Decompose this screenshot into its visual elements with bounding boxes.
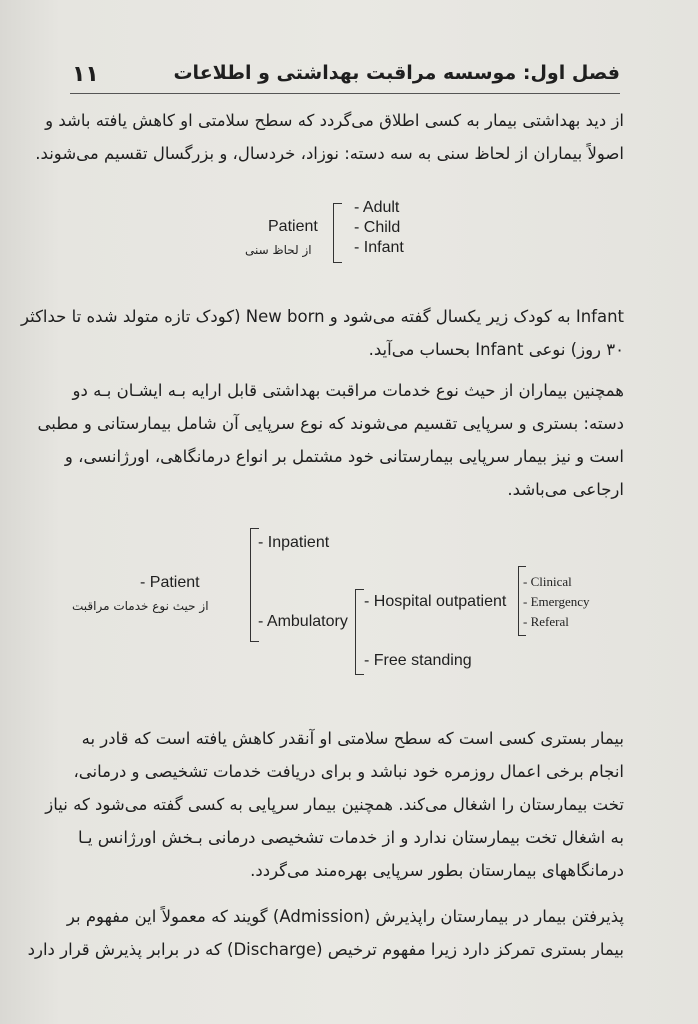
diagram-bracket-level2: [355, 589, 364, 675]
diagram-item-child: - Child: [354, 219, 401, 236]
diagram-item-hospital-outpatient: - Hospital outpatient: [364, 593, 507, 610]
text-line: بیمار بستری تمرکز دارد زیرا مفهوم ترخیص (Discharge) که در برابر پذیرش قرار دارد: [27, 940, 624, 959]
text-line: به اشغال تخت بیمارستان ندارد و از خدمات تشخیصی درمانی بـخش اورژانس یـا: [78, 828, 624, 847]
diagram-root-sublabel: از لحاظ سنی: [245, 243, 312, 257]
paragraph-inpatient-outpatient: [45, 722, 624, 887]
chapter-title: فصل اول: موسسه مراقبت بهداشتی و اطلاعات: [173, 62, 620, 84]
diagram-item-free-standing: - Free standing: [364, 652, 472, 669]
diagram-item-clinical: - Clinical: [523, 574, 572, 589]
text-line: درمانگاههای بیمارستان بطور سرپایی بهره‌مند می‌گردد.: [250, 861, 624, 880]
text-line: است و نیز بیمار سرپایی بیمارستانی خود مشتمل بر انواع درمانگاهی، اورژانسی، و: [64, 447, 624, 466]
text-line: Infant به کودک زیر یکسال گفته می‌شود و New born (کودک تازه متولد شده تا حداکثر: [20, 307, 624, 326]
diagram-item-inpatient: - Inpatient: [258, 534, 330, 551]
text-line: از دید بهداشتی بیمار به کسی اطلاق می‌گردد که سطح سلامتی او کاهش یافته باشد و: [45, 111, 624, 130]
page-number: ١١: [72, 62, 99, 87]
text-line: بیمار بستری کسی است که سطح سلامتی او آنقدر کاهش یافته است که قادر به: [81, 729, 624, 748]
text-line: تخت بیمارستان را اشغال می‌کند. همچنین بیمار سرپایی به کسی گفته می‌شود که نیاز: [45, 795, 624, 814]
diagram-item-referal: - Referal: [523, 614, 569, 629]
diagram-root-sublabel: از حیث نوع خدمات مراقبت: [72, 599, 209, 613]
page-header: [70, 56, 620, 94]
paragraph-patient-definition: [35, 104, 624, 170]
paragraph-service-types: [37, 374, 624, 506]
text-line: ارجاعی می‌باشد.: [507, 480, 624, 499]
diagram-item-infant: - Infant: [354, 239, 404, 256]
diagram-item-ambulatory: - Ambulatory: [258, 613, 348, 630]
diagram-root-label: Patient: [268, 218, 318, 235]
text-line: دسته: بستری و سرپایی تقسیم می‌شوند که نوع سرپایی آن شامل بیمارستانی و مطبی: [37, 414, 624, 433]
diagram-item-adult: - Adult: [354, 199, 400, 216]
text-line: پذیرفتن بیمار در بیمارستان راپذیرش (Admission) گویند که معمولاً این مفهوم بر: [66, 907, 624, 926]
paragraph-infant-definition: [20, 300, 624, 366]
diagram-root-label: - Patient: [140, 574, 200, 591]
paragraph-admission: [27, 900, 624, 966]
diagram-bracket: [333, 203, 342, 263]
text-line: همچنین بیماران از حیث نوع خدمات مراقبت بهداشتی قابل ارایه بـه ایشـان بـه دو: [72, 381, 624, 400]
header-divider: [70, 93, 620, 94]
diagram-item-emergency: - Emergency: [523, 594, 590, 609]
text-line: انجام برخی اعمال روزمره خود نباشد و برای دریافت خدمات تشخیصی و درمانی،: [73, 762, 624, 781]
text-line: ۳۰ روز) نوعی Infant بحساب می‌آید.: [368, 340, 624, 359]
text-line: اصولاً بیماران از لحاظ سنی به سه دسته: نوزاد، خردسال، و بزرگسال تقسیم می‌شوند.: [35, 144, 624, 163]
